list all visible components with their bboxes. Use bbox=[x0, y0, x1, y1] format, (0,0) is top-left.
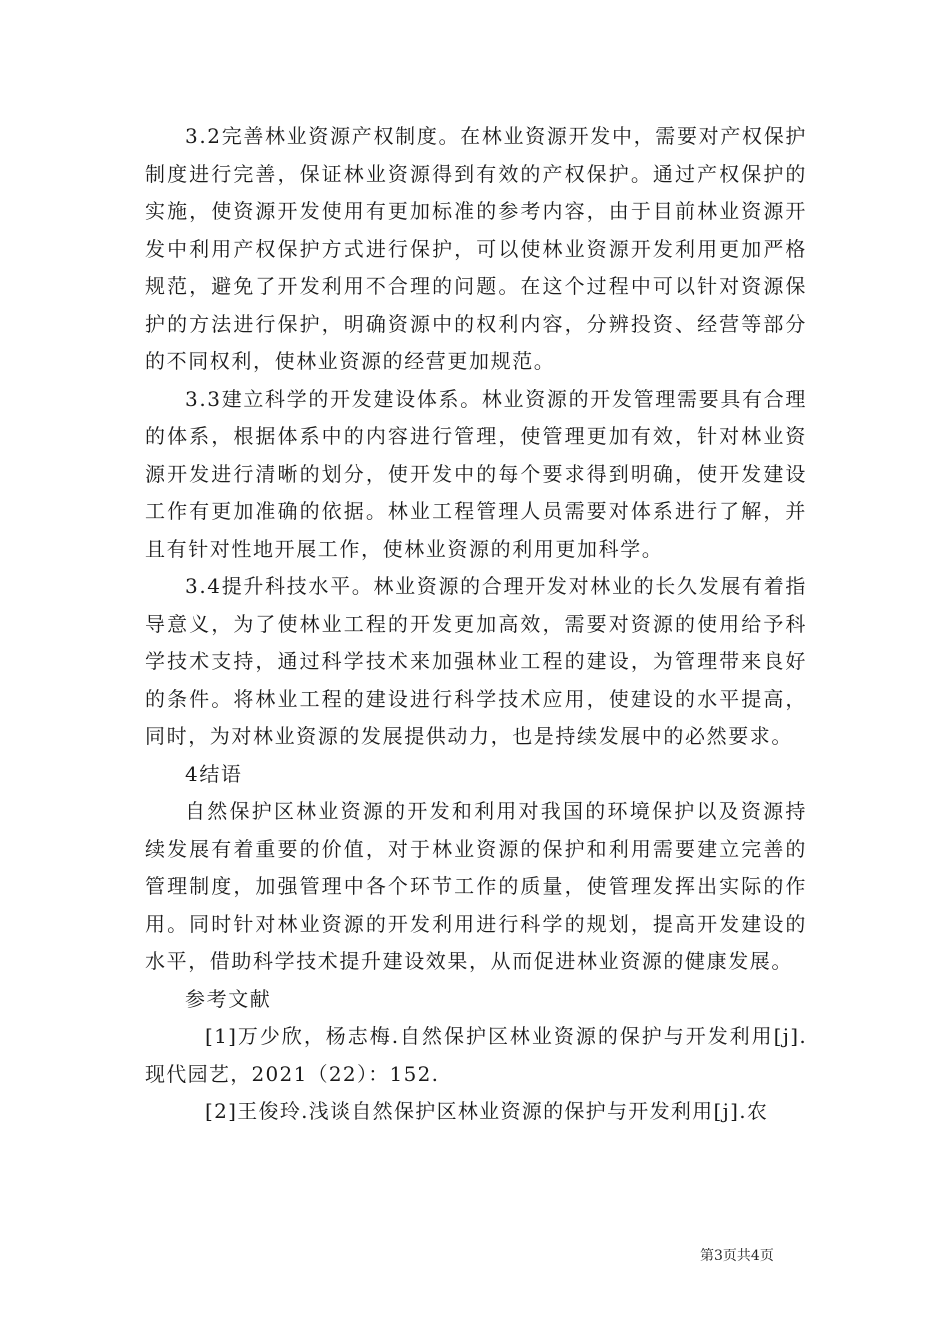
page-number-footer: 第3页共4页 bbox=[700, 1248, 774, 1264]
section-3-4-paragraph: 3.4提升科技水平。林业资源的合理开发对林业的长久发展有着指导意义，为了使林业工程的开发更加高效，需要对资源的使用给予科学技术支持，通过科学技术来加强林业工程的建设，为管理带来良好的条件。将林业工程的建设进行科学技术应用，使建设的水平提高，同时，为对林业资源的发展提供动力，也是持续发展中的必然要求。 bbox=[145, 574, 807, 748]
references-heading: 参考文献 bbox=[185, 986, 272, 1011]
reference-item-2: [2]王俊玲.浅谈自然保护区林业资源的保护与开发利用[j].农 bbox=[205, 1099, 769, 1123]
reference-item-1: [1]万少欣，杨志梅.自然保护区林业资源的保护与开发利用[j].现代园艺，2021（22）：152. bbox=[145, 1024, 807, 1086]
conclusion-paragraph: 自然保护区林业资源的开发和利用对我国的环境保护以及资源持续发展有着重要的价值，对于林业资源的保护和利用需要建立完善的管理制度，加强管理中各个环节工作的质量，使管理发挥出实际的作用。同时针对林业资源的开发利用进行科学的规划，提高开发建设的水平，借助科学技术提升建设效果，从而促进林业资源的健康发展。 bbox=[145, 799, 807, 973]
section-3-3-paragraph: 3.3建立科学的开发建设体系。林业资源的开发管理需要具有合理的体系，根据体系中的内容进行管理，使管理更加有效，针对林业资源开发进行清晰的划分，使开发中的每个要求得到明确，使开发建设工作有更加准确的依据。林业工程管理人员需要对体系进行了解，并且有针对性地开展工作，使林业资源的利用更加科学。 bbox=[145, 386, 807, 561]
document-body bbox=[145, 118, 807, 1131]
section-3-2-paragraph: 3.2完善林业资源产权制度。在林业资源开发中，需要对产权保护制度进行完善，保证林业资源得到有效的产权保护。通过产权保护的实施，使资源开发使用有更加标准的参考内容，由于目前林业资源开发中利用产权保护方式进行保护，可以使林业资源开发利用更加严格规范，避免了开发利用不合理的问题。在这个过程中可以针对资源保护的方法进行保护，明确资源中的权利内容，分辨投资、经营等部分的不同权利，使林业资源的经营更加规范。 bbox=[145, 124, 807, 373]
conclusion-heading: 4结语 bbox=[185, 761, 243, 786]
